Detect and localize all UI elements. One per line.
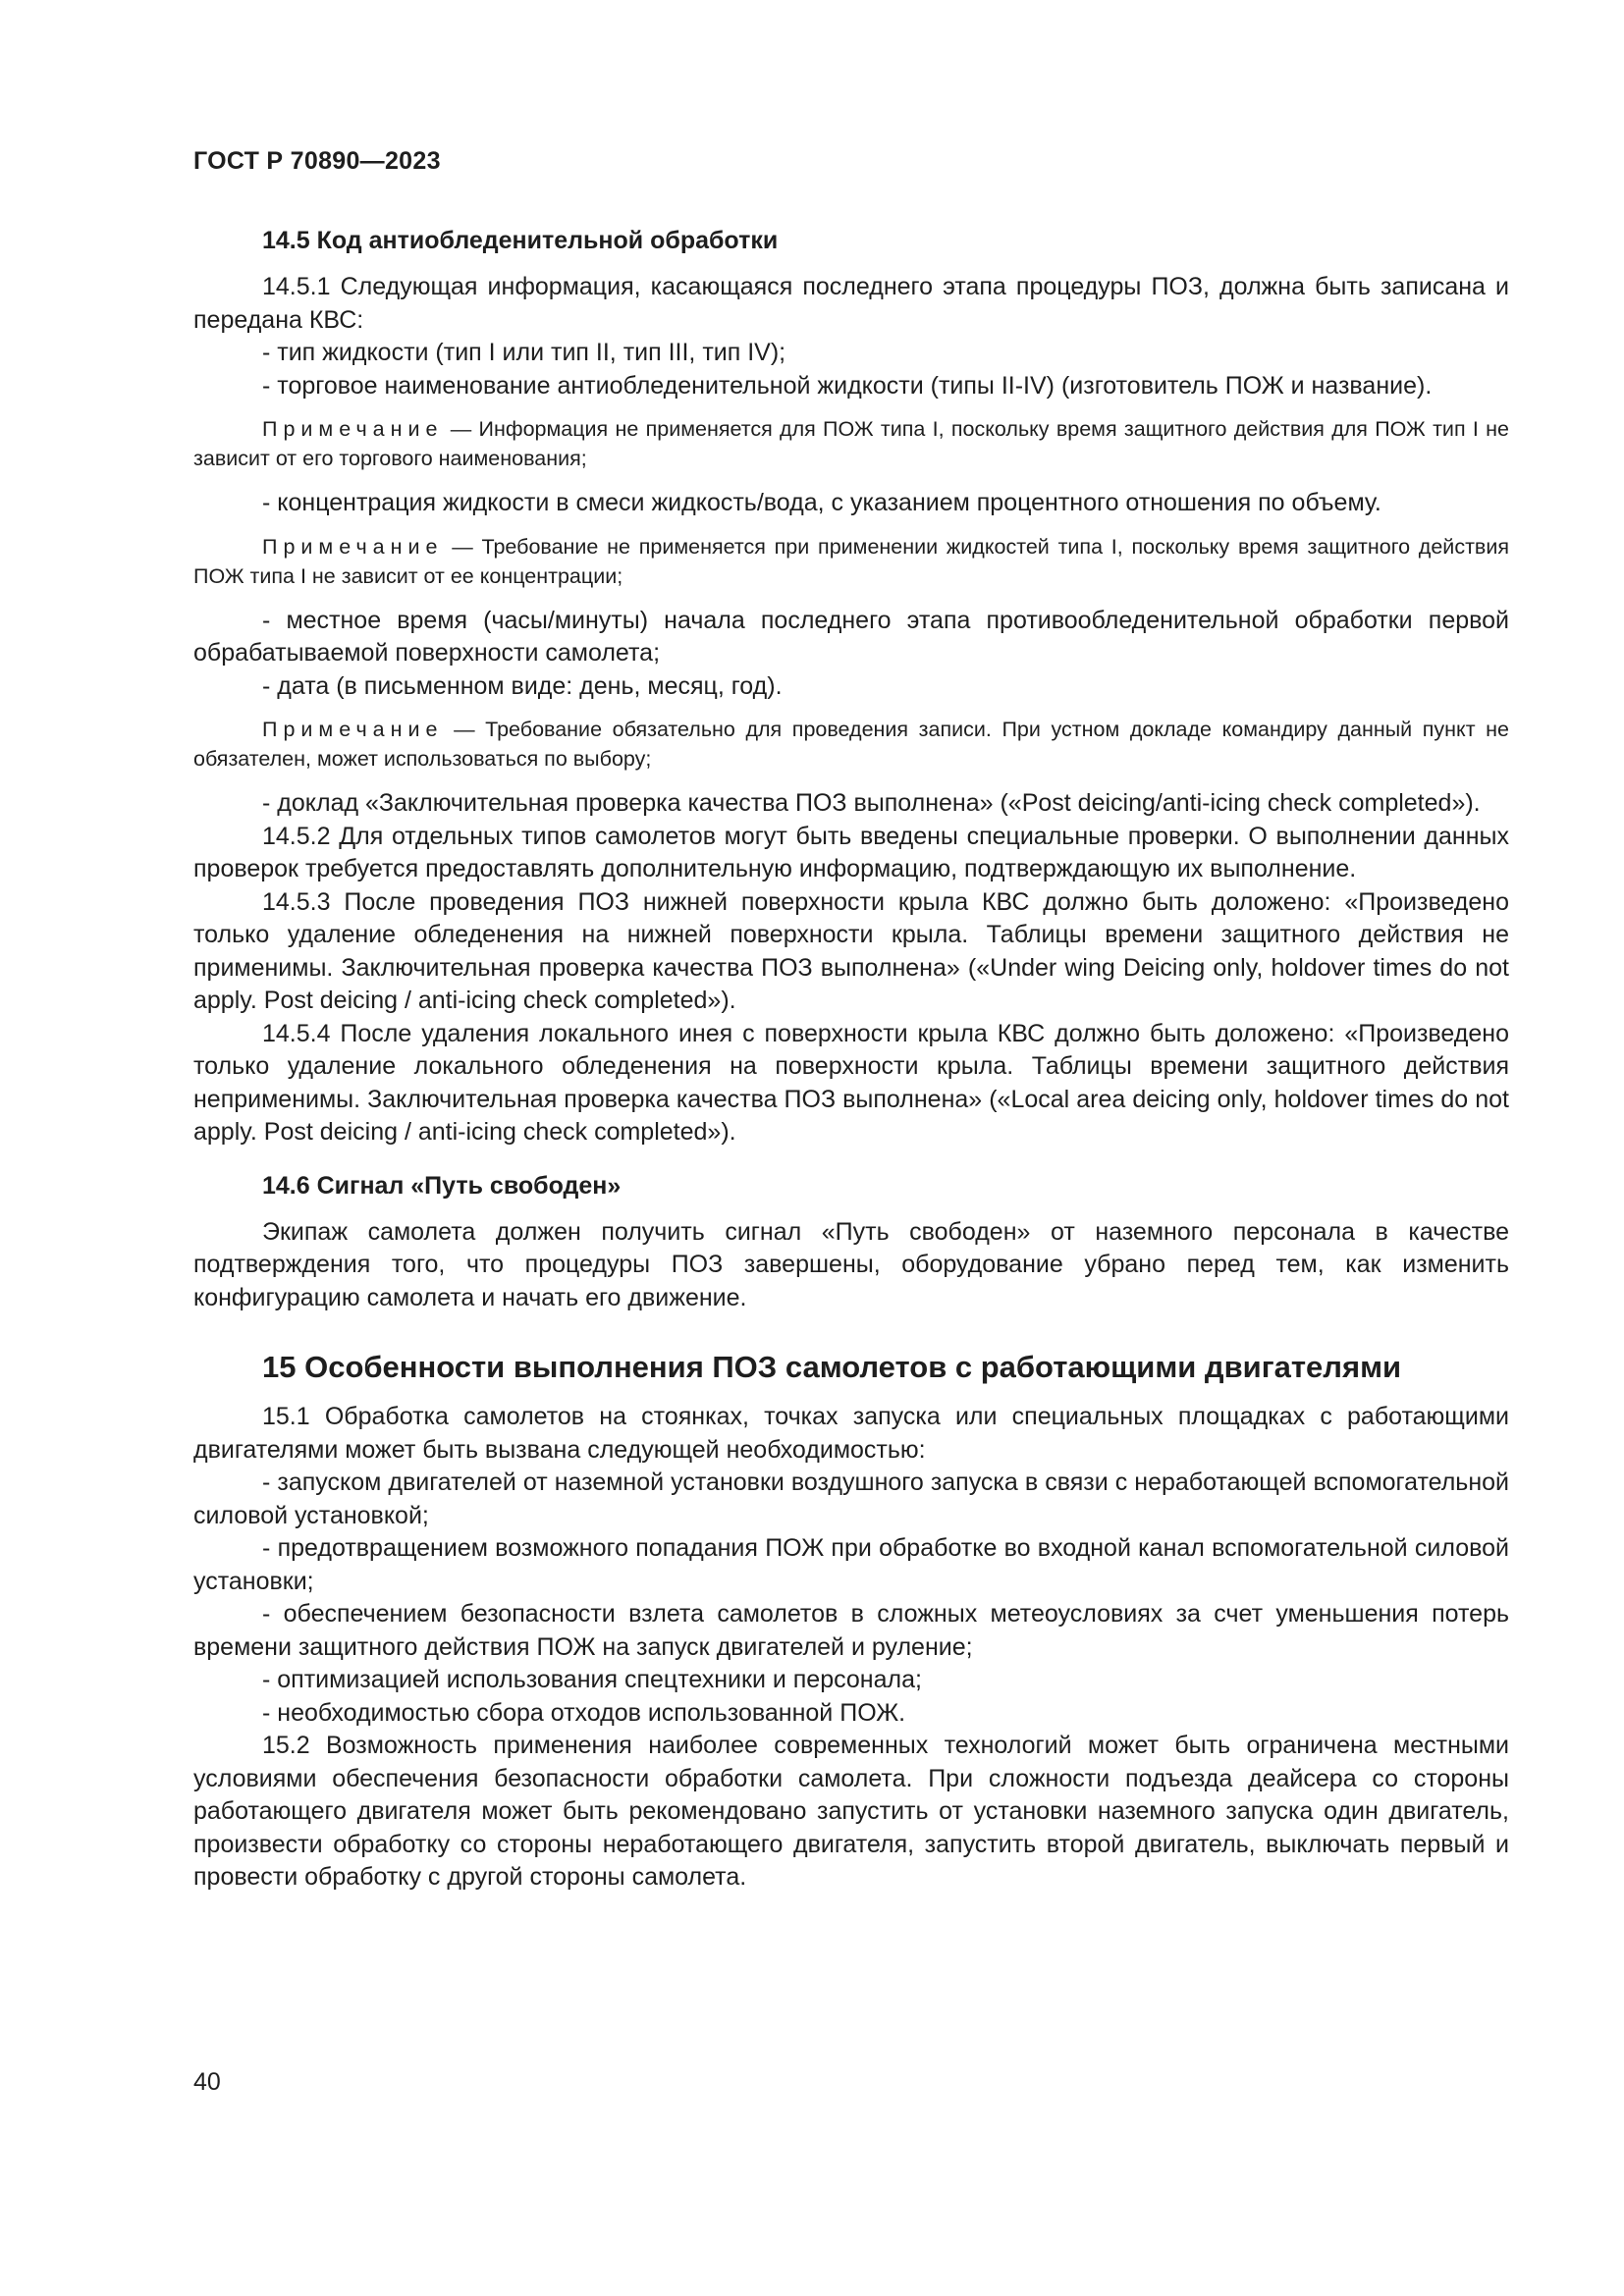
page-number: 40 [193,2068,221,2096]
list-item: - оптимизацией использования спецтехники и персонала; [262,1666,922,1693]
list-item-fluid-type: - тип жидкости (тип I или тип II, тип III, тип IV); [262,339,786,366]
list-item-trade-name: - торговое наименование антиобледенительной жидкости (типы II-IV) (изготовитель ПОЖ и название). [262,371,1433,400]
list-item: - необходимостью сбора отходов использованной ПОЖ. [262,1698,906,1727]
section-14-5-heading: 14.5 Код антиобледенительной обработки [262,227,779,254]
note-3 [193,715,1509,774]
section-15-heading: 15 Особенности выполнения ПОЗ самолетов с работающими двигателями [262,1350,1402,1384]
list-item: - предотвращением возможного попадания ПОЖ при обработке во входной канал вспомогательной силовой установки; [193,1534,1509,1595]
list-item: - запуском двигателей от наземной установки воздушного запуска в связи с неработающей вспомогательной силовой установкой; [193,1468,1509,1529]
paragraph-14-5-1: 14.5.1 Следующая информация, касающаяся последнего этапа процедуры ПОЗ, должна быть записана и передана КВС: [193,273,1509,334]
note-1 [193,414,1509,473]
list-item-report: - доклад «Заключительная проверка качества ПОЗ выполнена» («Post deicing/anti-icing check completed»). [262,789,1481,817]
paragraph-14-6: Экипаж самолета должен получить сигнал «Путь свободен» от наземного персонала в качестве подтверждения того, что процедуры ПОЗ завершены, оборудование убрано перед тем, как изменить конфигурацию самолета и начать его движение. [193,1217,1509,1311]
paragraph-15-1: 15.1 Обработка самолетов на стоянках, точках запуска или специальных площадках с работающими двигателями может быть вызвана следующей необходимостью: [193,1403,1509,1464]
note-label: Примечание [262,718,444,741]
note-text: — Информация не применяется для ПОЖ типа I, поскольку время защитного действия для ПОЖ тип I не зависит от его торгового наименования; [193,417,1509,470]
paragraph-14-5-2: 14.5.2 Для отдельных типов самолетов могут быть введены специальные проверки. О выполнении данных проверок требуется предоставлять дополнительную информацию, подтверждающую их выполнение. [193,822,1509,882]
section-14-6-heading: 14.6 Сигнал «Путь свободен» [262,1171,622,1200]
list-item-local-time: - местное время (часы/минуты) начала последнего этапа противообледенительной обработки первой обрабатываемой поверхности самолета; [193,606,1509,667]
list-item-date: - дата (в письменном виде: день, месяц, год). [262,671,783,700]
document-header: ГОСТ Р 70890—2023 [193,147,441,175]
list-item: - обеспечением безопасности взлета самолетов в сложных метеоусловиях за счет уменьшения потерь времени защитного действия ПОЖ на запуск двигателей и руление; [193,1600,1509,1661]
paragraph-15-2: 15.2 Возможность применения наиболее современных технологий может быть ограничена местными условиями обеспечения безопасности обработки самолета. При сложности подъезда деайсера со стороны работающего двигателя может быть рекомендовано запустить от установки наземного запуска один двигатель, произвести обработку со стороны неработающего двигателя, запустить второй двигатель, выключать первый и провести обработку с другой стороны самолета. [193,1732,1509,1891]
note-text: — Требование обязательно для проведения записи. При устном докладе командиру данный пункт не обязателен, может использоваться по выбору; [193,718,1509,771]
paragraph-14-5-4: 14.5.4 После удаления локального инея с поверхности крыла КВС должно быть доложено: «Произведено только удаление локального обледенения на поверхности крыла. Таблицы времени защитного действия неприменимы. Заключительная проверка качества ПОЗ выполнена» («Local area deicing only, holdover times do not apply. Post deicing / anti-icing check completed»). [193,1019,1509,1146]
document-body [193,224,1509,1895]
note-label: Примечание [262,534,444,559]
note-text: — Требование не применяется при применении жидкостей типа I, поскольку время защитного действия ПОЖ типа I не зависит от ее концентрации; [193,534,1509,588]
list-item-concentration: - концентрация жидкости в смеси жидкость/вода, с указанием процентного отношения по объему. [262,489,1381,516]
paragraph-14-5-3: 14.5.3 После проведения ПОЗ нижней поверхности крыла КВС должно быть доложено: «Произведено только удаление обледенения на нижней поверхности крыла. Таблицы времени защитного действия не применимы. Заключительная проверка качества ПОЗ выполнена» («Under wing Deicing only, holdover times do not apply. Post deicing / anti-icing check completed»). [193,887,1509,1014]
note-label: Примечание [262,417,444,441]
note-2 [193,532,1509,591]
